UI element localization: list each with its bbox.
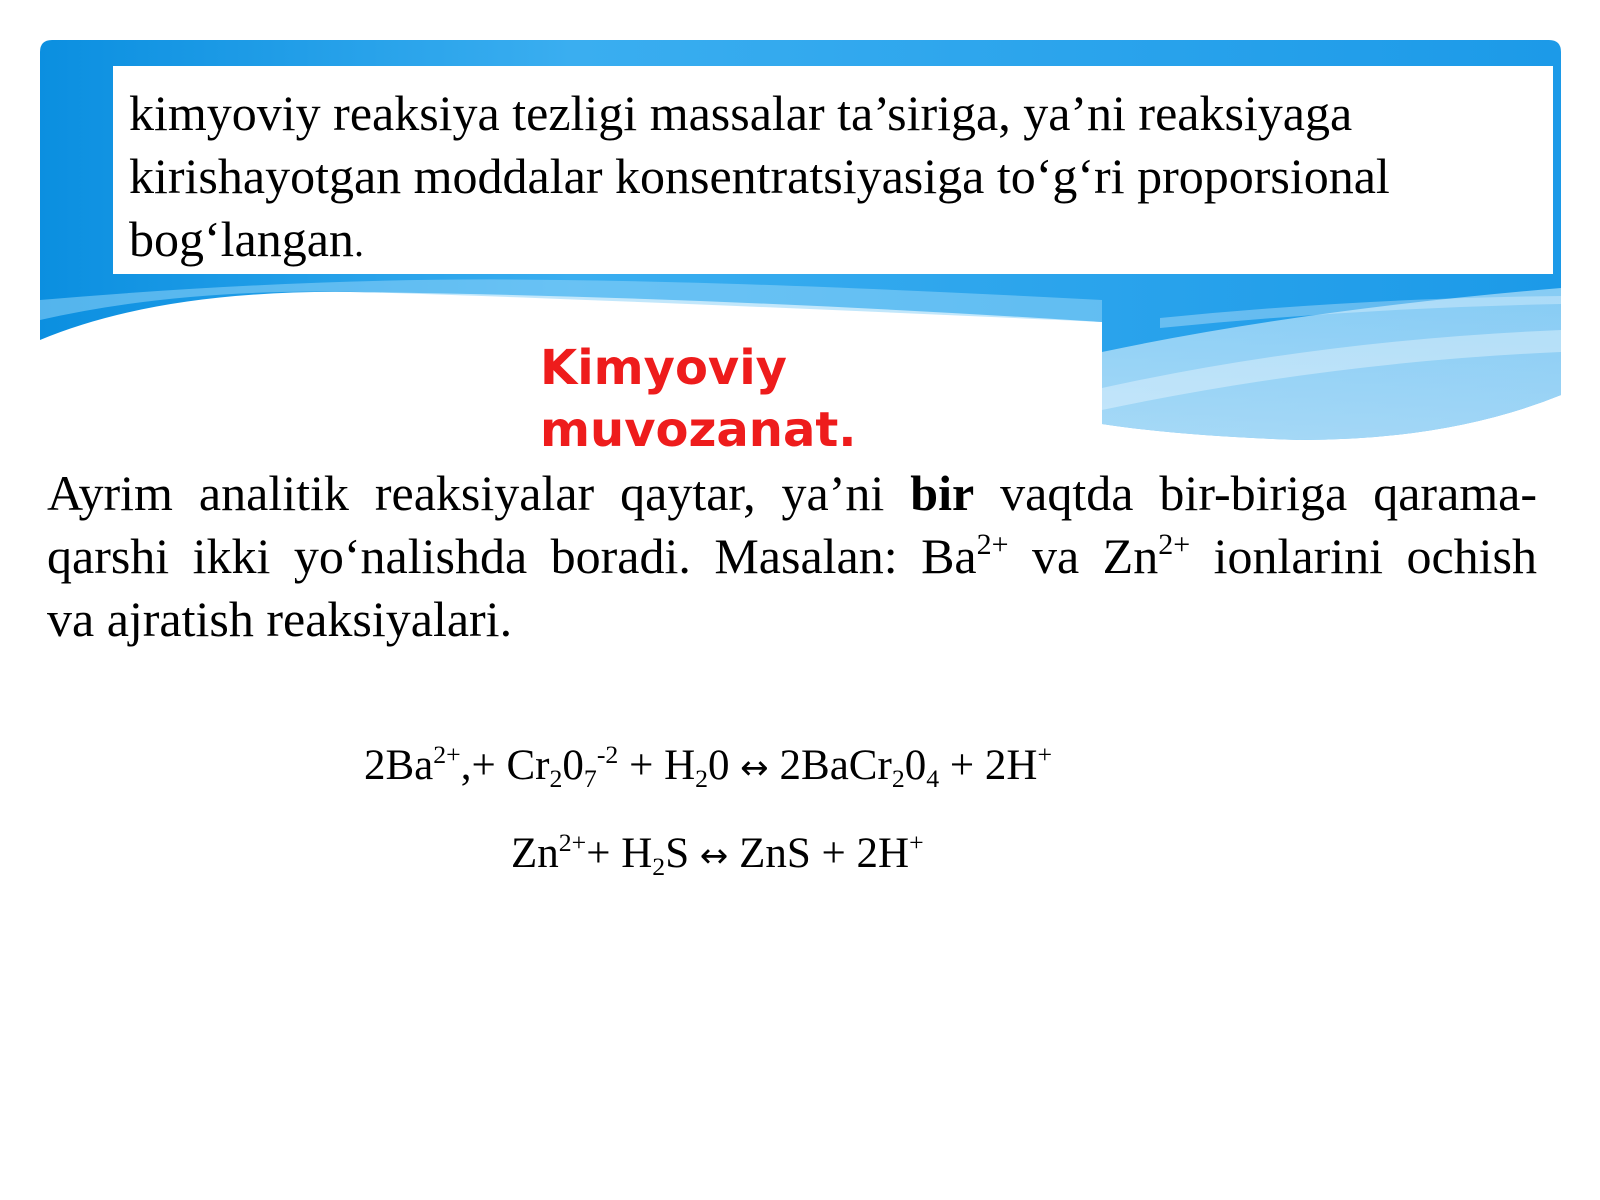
eq1-sup: -2 — [596, 740, 619, 770]
eq1-part: ,+ Cr — [460, 742, 550, 789]
eq1-sub: 2 — [695, 764, 709, 794]
intro-line-3 — [129, 208, 1539, 274]
eq1-sup: 2+ — [433, 740, 461, 770]
eq1-part: + H — [618, 742, 696, 789]
ba-charge: 2+ — [976, 528, 1009, 562]
eq2-part: ZnS + 2H — [728, 830, 910, 877]
body-line-3: va ajratish reaksiyalari. — [47, 591, 513, 647]
heading-line-2: muvozanat. — [540, 402, 857, 458]
eq1-sup: + — [1037, 740, 1052, 770]
body-bold-word: bir — [910, 465, 975, 521]
equation-barium — [364, 741, 1052, 793]
intro-line-2: kirishayotgan moddalar konsentratsiyasiga to‘g‘ri proporsional — [129, 148, 1390, 204]
eq1-sub: 7 — [583, 764, 597, 794]
body-paragraph — [47, 462, 1537, 651]
eq1-part: 2Ba — [364, 742, 434, 789]
eq1-sub: 2 — [549, 764, 563, 794]
eq1-part: 0 — [562, 742, 584, 789]
intro-line-3-period: . — [353, 220, 364, 265]
slide-heading — [540, 337, 857, 461]
eq2-sup: 2+ — [558, 828, 587, 858]
equilibrium-arrow-icon: ↔ — [740, 748, 769, 788]
eq1-part: 2BaCr — [768, 742, 892, 789]
eq2-sup: + — [909, 828, 924, 858]
body-line-2-part-a: qarshi ikki yo‘nalishda boradi. Masalan: Ba — [47, 528, 977, 584]
eq1-part: 0 — [708, 742, 741, 789]
equilibrium-arrow-icon: ↔ — [699, 836, 729, 876]
eq2-sub: 2 — [652, 852, 666, 882]
eq1-sub: 4 — [926, 764, 940, 794]
eq1-part: + 2H — [939, 742, 1038, 789]
eq2-part: Zn — [511, 830, 559, 877]
body-line-2-part-c: ionlarini ochish — [1190, 528, 1538, 584]
heading-line-1: Kimyoviy — [540, 340, 787, 396]
body-line-1-end: vaqtda bir-biriga qarama- — [974, 465, 1537, 521]
zn-charge: 2+ — [1158, 528, 1191, 562]
eq2-part: + H — [586, 830, 653, 877]
body-line-2-part-b: va Zn — [1008, 528, 1159, 584]
eq2-part: S — [665, 830, 700, 877]
intro-line-1: kimyoviy reaksiya tezligi massalar ta’siriga, ya’ni reaksiyaga — [129, 85, 1353, 141]
body-line-1 — [47, 462, 1537, 525]
body-line-1-start: Ayrim analitik reaksiyalar qaytar, ya’ni — [47, 465, 911, 521]
equation-zinc — [511, 829, 924, 881]
intro-text-box — [113, 66, 1553, 274]
eq1-sub: 2 — [891, 764, 905, 794]
intro-line-3-text: bog‘langan — [129, 211, 354, 267]
body-line-2 — [47, 525, 1537, 588]
eq1-part: 0 — [904, 742, 927, 789]
